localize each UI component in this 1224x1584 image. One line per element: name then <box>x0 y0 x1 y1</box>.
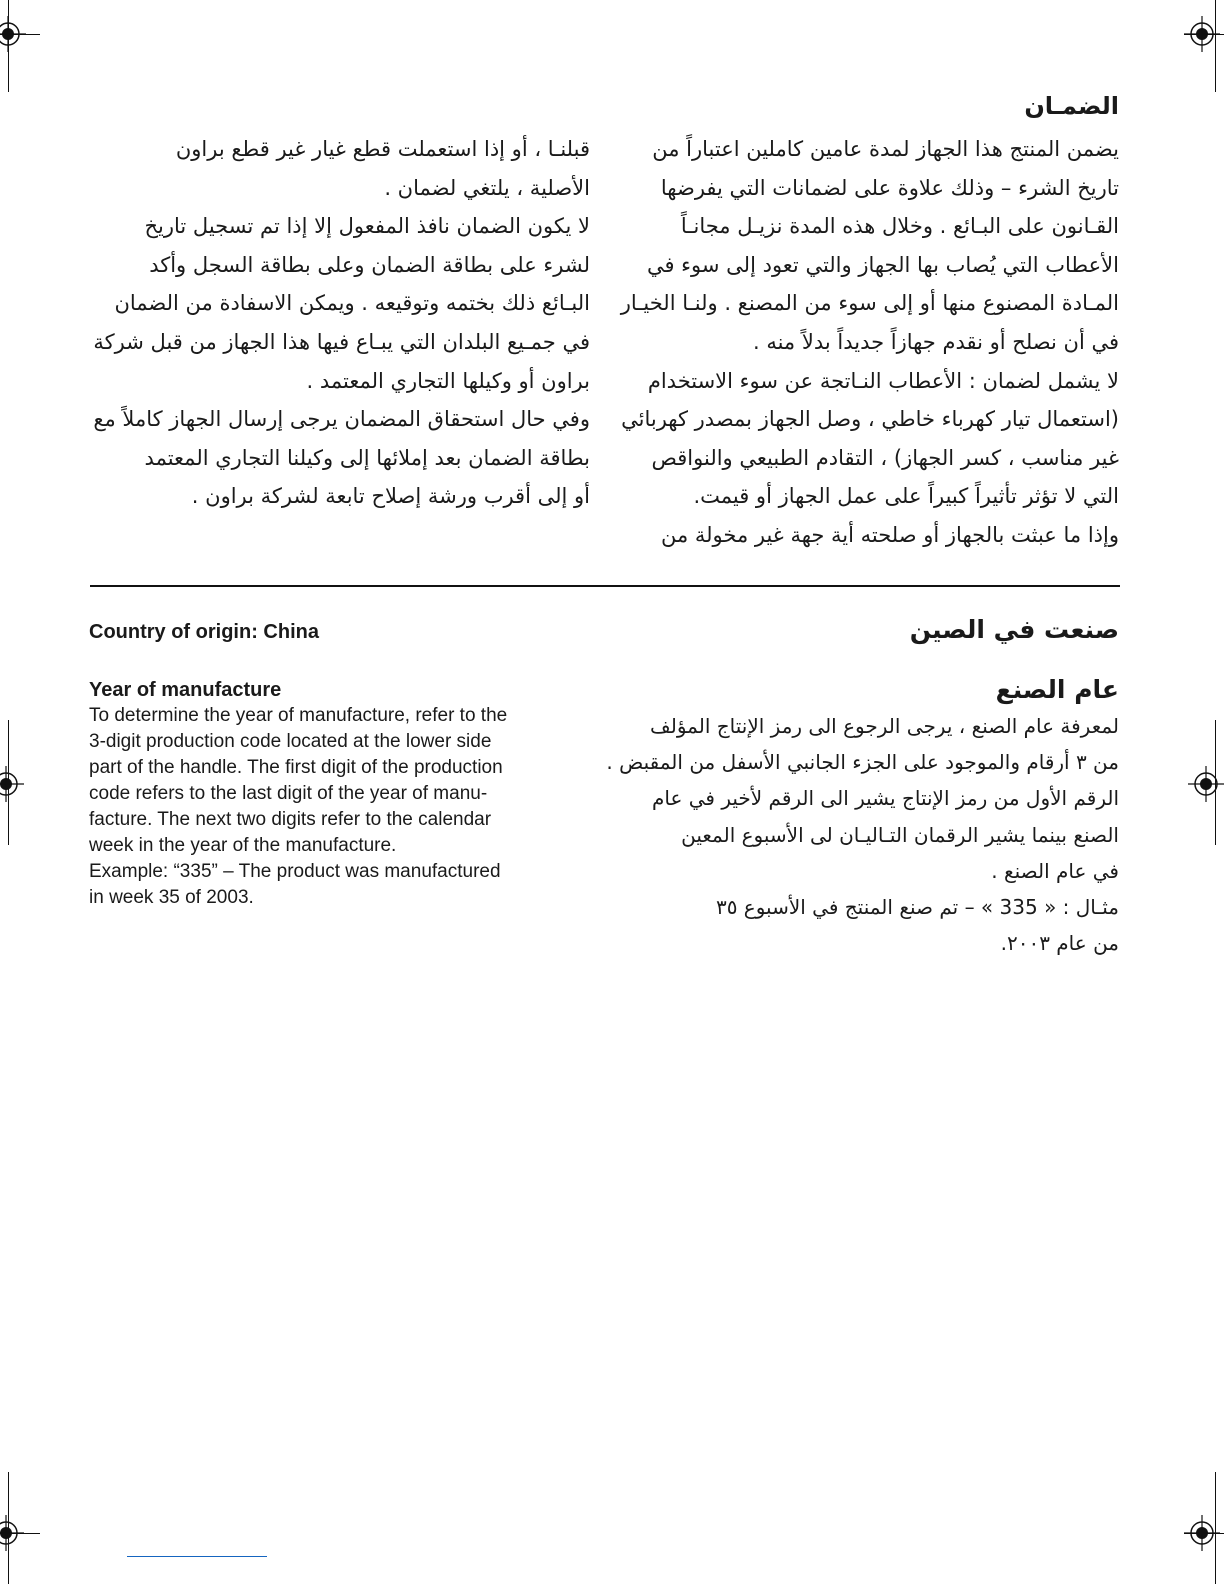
warranty-paragraph-line: لشرء على بطاقة الضمان وعلى بطاقة السجل وأكد <box>149 252 590 277</box>
registration-mark-icon <box>1184 1515 1220 1551</box>
warranty-right-column <box>609 130 1119 555</box>
manufacture-english-line: week in the year of the manufacture. <box>89 835 397 856</box>
warranty-paragraph-line: براون أو وكيلها التجاري المعتمد . <box>306 368 590 393</box>
manufacture-english-line: in week 35 of 2003. <box>89 887 254 908</box>
manufacture-english-line: part of the handle. The first digit of the production <box>89 757 503 778</box>
registration-mark-icon <box>0 16 26 52</box>
warranty-paragraph-line: (استعمال تيار كهرباء خاطي ، وصل الجهاز بمصدر كهربائي <box>621 407 1119 432</box>
footer-rule <box>127 1556 267 1557</box>
warranty-paragraph-line: قبلنـا ، أو إذا استعملت قطع غيار غير قطع براون <box>175 137 590 161</box>
manufacture-english-line: To determine the year of manufacture, refer to the <box>89 705 508 726</box>
warranty-paragraph-line: لا يشمل لضمان : الأعطاب النـاتجة عن سوء الاستخدام <box>647 368 1119 393</box>
manufacture-english-line: facture. The next two digits refer to the calendar <box>89 809 492 830</box>
registration-mark-icon <box>1184 16 1220 52</box>
warranty-paragraph-line: في جمـيع البلدان التي يبـاع فيها هذا الجهاز من قبل شركة <box>93 329 590 354</box>
manufacture-arabic-text <box>606 708 1119 961</box>
warranty-left-column <box>90 130 590 516</box>
manufacture-arabic-line: من ٣ أرقام والموجود على الجزء الجانبي الأسفل من المقبض . <box>606 750 1119 775</box>
warranty-paragraph-line: التي لا تؤثر تأثيراً كبيراً على عمل الجهاز أو قيمت. <box>693 484 1119 509</box>
warranty-paragraph-line: في أن نصلح أو نقدم جهازاً جديداً بدلاً منه . <box>752 329 1119 354</box>
manufacture-arabic-line: الصنع بينما يشير الرقمان التـاليـان لى الأسبوع المعين <box>681 822 1119 847</box>
manufacture-arabic-line: من عام ٢٠٠٣. <box>1000 931 1119 956</box>
manufacture-english-line: 3-digit production code located at the lower side <box>89 731 492 752</box>
manufacture-english-text <box>89 703 599 911</box>
manufacture-english-heading: Year of manufacture <box>89 679 282 701</box>
origin-english: Country of origin: China <box>89 621 319 643</box>
manufacture-english-line: Example: “335” – The product was manufactured <box>89 861 501 882</box>
manufacture-arabic-heading: عام الصنع <box>995 675 1119 704</box>
warranty-paragraph-line: أو إلى أقرب ورشة إصلاح تابعة لشركة براون . <box>191 484 590 509</box>
warranty-paragraph-line: تاريخ الشرء – وذلك علاوة على لضمانات التي يفرضها <box>660 175 1119 200</box>
origin-arabic: صنعت في الصين <box>909 615 1119 644</box>
warranty-paragraph-line: الأصلية ، يلتغي لضمان . <box>384 175 590 200</box>
registration-mark-icon <box>0 766 24 802</box>
warranty-paragraph-line: القـانون على البـائع . وخلال هذه المدة نزيـل مجانـاً <box>680 214 1119 239</box>
registration-mark-icon <box>1188 766 1224 802</box>
warranty-paragraph-line: بطاقة الضمان بعد إملائها إلى وكيلنا التجاري المعتمد <box>144 445 590 470</box>
section-divider <box>90 585 1120 587</box>
warranty-paragraph-line: وفي حال استحقاق المضمان يرجى إرسال الجهاز كاملاً مع <box>93 407 590 432</box>
manufacture-english-line: code refers to the last digit of the year of manu- <box>89 783 488 804</box>
warranty-paragraph-line: غير مناسب ، كسر الجهاز) ، التقادم الطبيعي والنواقص <box>651 445 1119 470</box>
warranty-paragraph-line: يضمن المنتج هذا الجهاز لمدة عامين كاملين اعتباراً من <box>652 137 1119 161</box>
registration-mark-icon <box>0 1515 24 1551</box>
warranty-paragraph-line: المـادة المصنوع منها أو إلى سوء من المصنع . ولنـا الخيـار <box>620 291 1119 316</box>
manufacture-arabic-line: الرقم الأول من رمز الإنتاج يشير الى الرقم لأخير في عام <box>651 786 1119 811</box>
warranty-paragraph-line: وإذا ما عبثت بالجهاز أو صلحته أية جهة غير مخولة من <box>660 522 1119 547</box>
warranty-paragraph-line: لا يكون الضمان نافذ المفعول إلا إذا تم تسجيل تاريخ <box>144 214 590 239</box>
manufacture-arabic-line: مثـال : « 335 » – تم صنع المنتج في الأسبوع ٣٥ <box>715 895 1119 920</box>
manufacture-arabic-line: في عام الصنع . <box>991 858 1119 883</box>
warranty-paragraph-line: الأعطاب التي يُصاب بها الجهاز والتي تعود إلى سوء في <box>646 252 1119 277</box>
manufacture-arabic-line: لمعرفة عام الصنع ، يرجى الرجوع الى رمز الإنتاج المؤلف <box>650 714 1119 738</box>
warranty-paragraph-line: البـائع ذلك بختمه وتوقيعه . ويمكن الاسفادة من الضمان <box>114 291 590 316</box>
warranty-heading: الضمـان <box>1024 92 1119 120</box>
